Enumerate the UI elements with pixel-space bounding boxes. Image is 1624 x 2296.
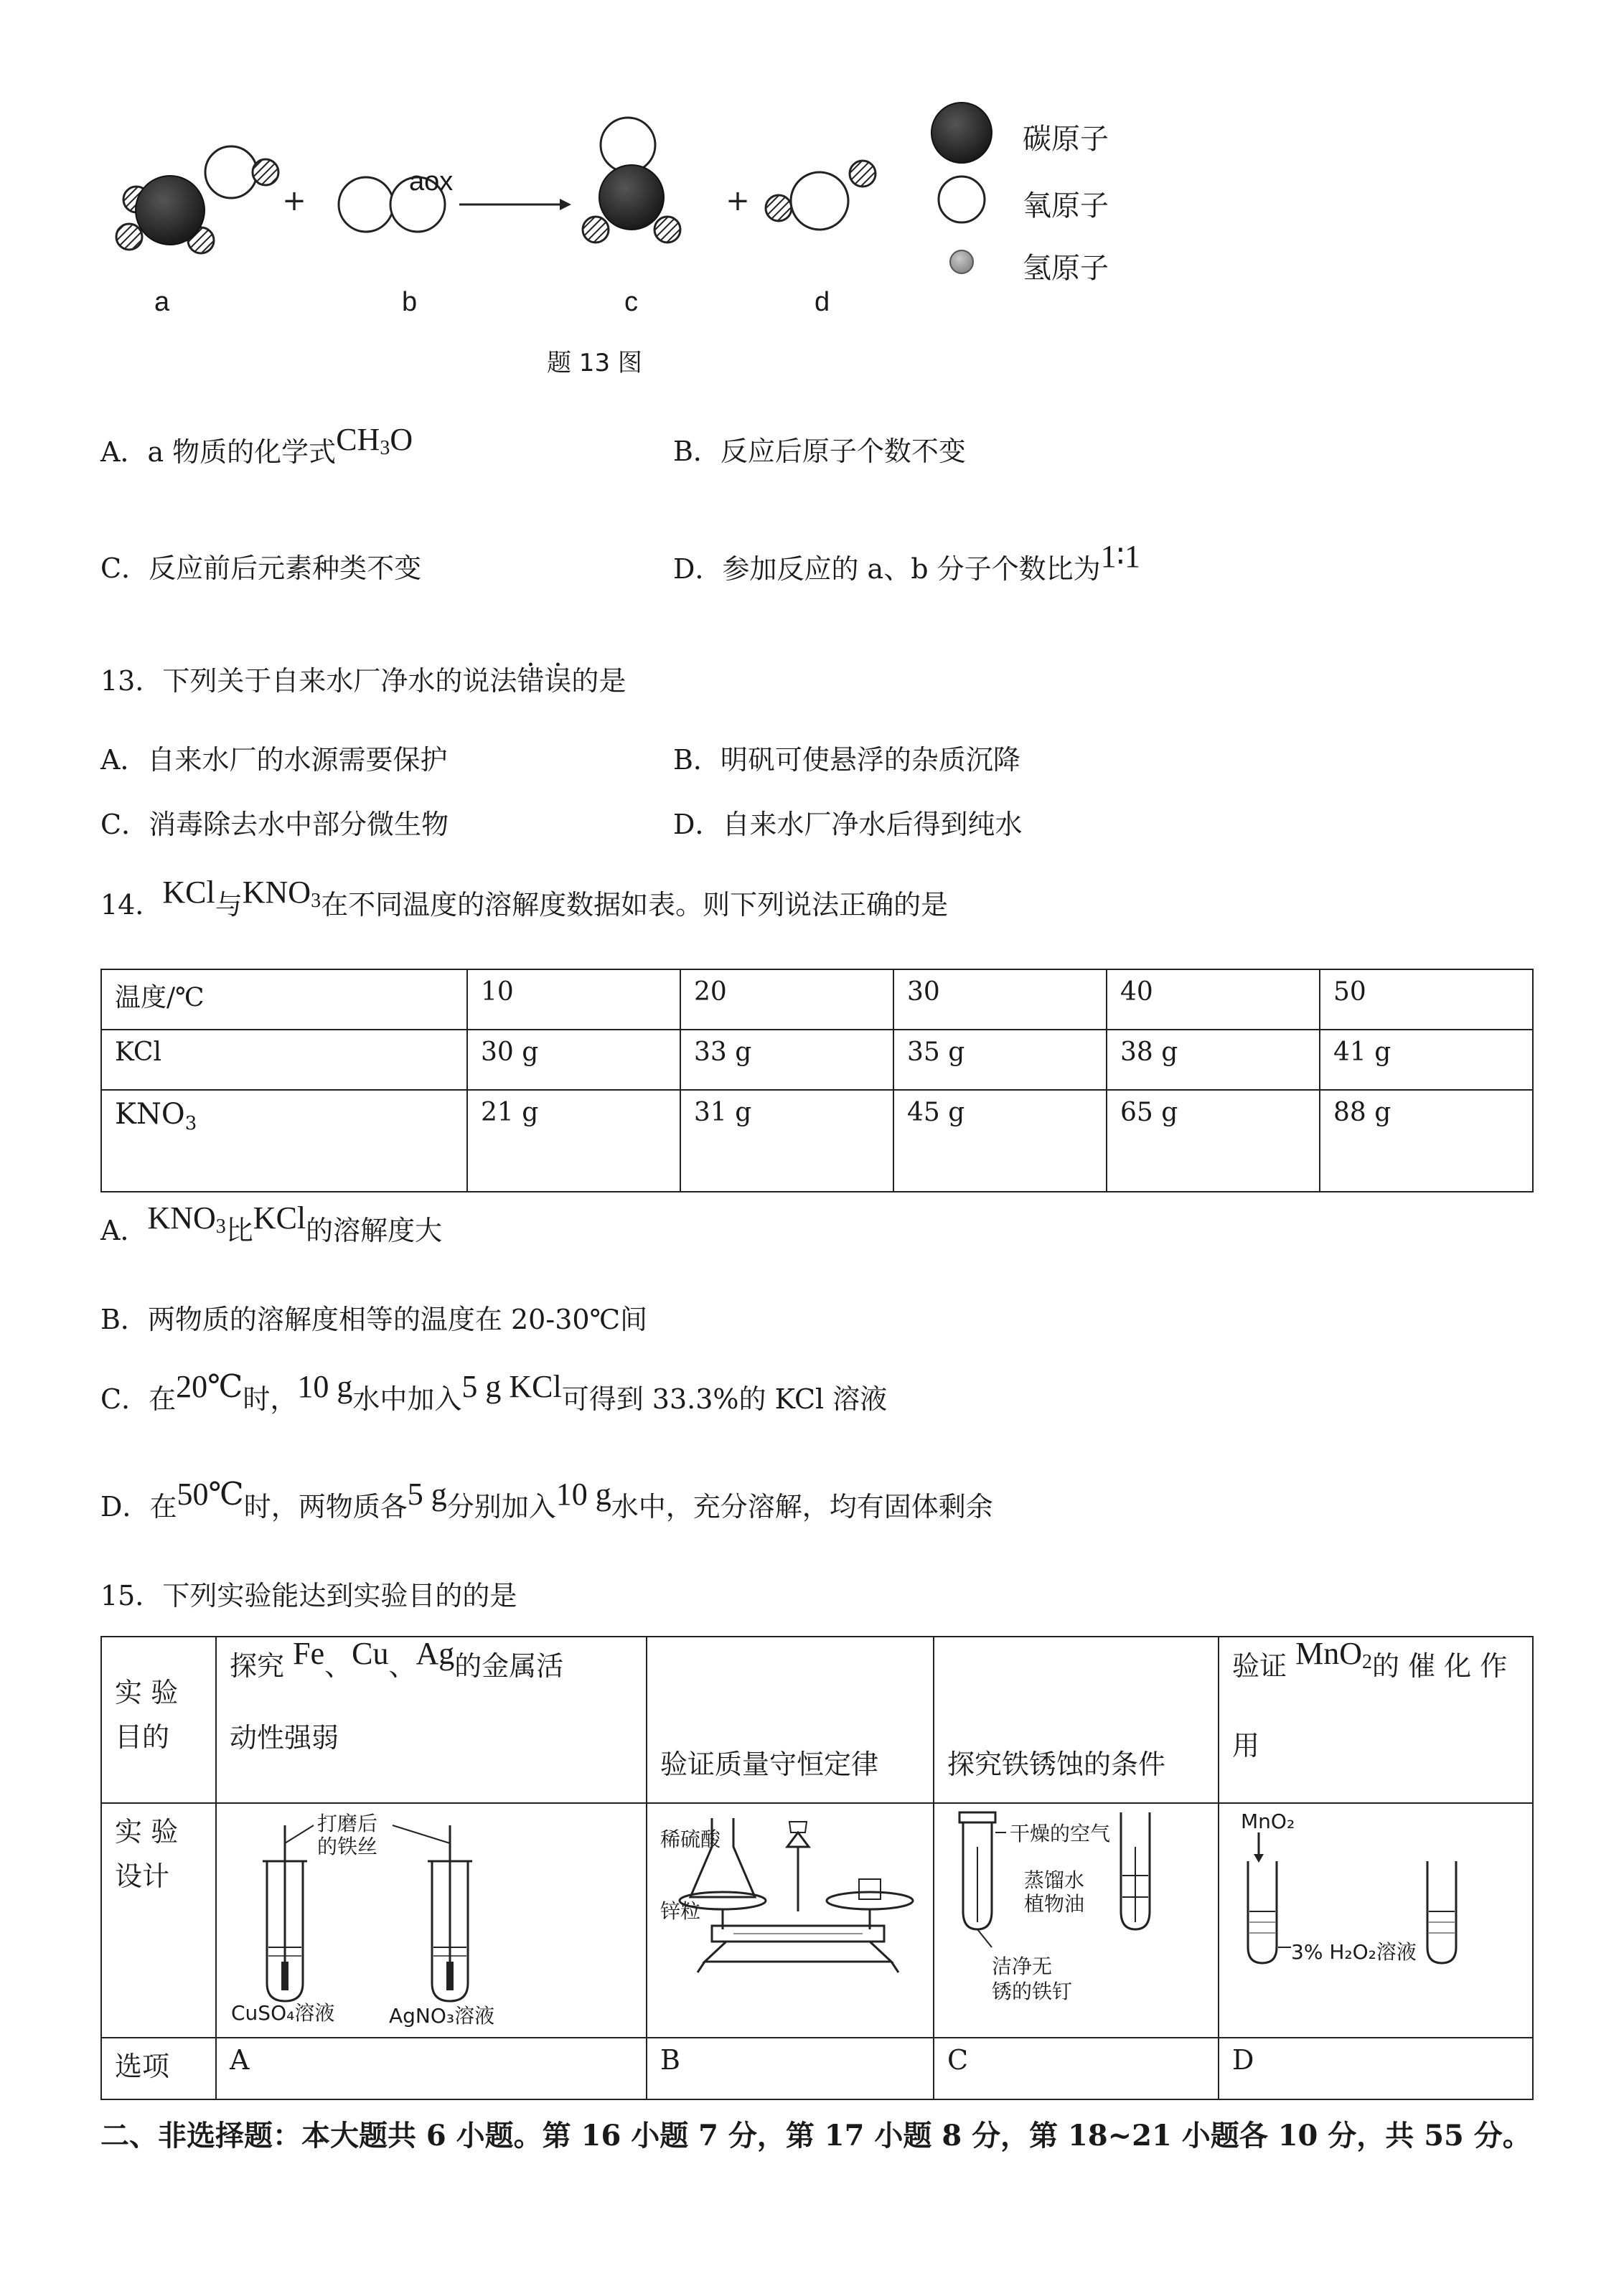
table-row [101, 2038, 1533, 2099]
table-header-cell: 20 [680, 969, 893, 1030]
design-mass-conservation [647, 1803, 934, 2038]
table-header-cell: 30 [893, 969, 1107, 1030]
table-row [101, 1637, 1533, 1803]
label-b: b [402, 287, 418, 317]
table-header-cell: 50 [1320, 969, 1533, 1030]
table-cell: 41 g [1320, 1030, 1533, 1090]
option-a: A [216, 2038, 647, 2099]
row-label-option: 选项 [101, 2038, 216, 2099]
label-clean-nail: 洁净无 [992, 1954, 1053, 1978]
table-row [101, 1030, 1533, 1090]
label-dilute-acid: 稀硫酸 [660, 1827, 721, 1851]
experiment-table [100, 1636, 1534, 2100]
q13-option-b: B．明矾可使悬浮的杂质沉降 [673, 744, 1020, 776]
option-d: D [1219, 2038, 1533, 2099]
label-a: a [154, 287, 170, 317]
molecule-d [766, 161, 876, 230]
label-dry-air: 干燥的空气 [1010, 1822, 1111, 1845]
q12-option-d: D．参加反应的 a、b 分子个数比为1∶1 [673, 539, 1141, 585]
table-cell: 65 g [1107, 1090, 1320, 1192]
table-row [101, 969, 1533, 1030]
legend-hydrogen: 氢原子 [1023, 252, 1109, 285]
label-c: c [624, 287, 638, 317]
q15-stem: 15．下列实验能达到实验目的的是 [100, 1580, 517, 1612]
legend-oxygen: 氧原子 [1023, 189, 1109, 222]
label-zinc: 锌粒 [660, 1899, 701, 1923]
emphasis-char: 误 [544, 665, 572, 697]
purpose-mno2-catalyst: 验证 MnO$_2$的 催 化 作 用 [1219, 1637, 1533, 1803]
legend [931, 103, 992, 273]
reaction-arrow [459, 199, 571, 210]
table-cell: 45 g [893, 1090, 1107, 1192]
q14-option-b: B．两物质的溶解度相等的温度在 20-30℃间 [100, 1304, 648, 1335]
q14-option-c: C．在20℃时，10 g水中加入5 g KCl可得到 33.3%的 KCl 溶液 [100, 1369, 888, 1415]
q12-option-a: A．a 物质的化学式$CH_3O$ [100, 422, 413, 468]
table-cell: 21 g [467, 1090, 680, 1192]
solubility-table [100, 969, 1534, 1192]
emphasis-char: 错 [517, 665, 545, 697]
row-label-kcl: KCl [101, 1030, 467, 1090]
row-label-design: 实 验 设计 [101, 1803, 216, 2038]
q13-stem: 13．下列关于自来水厂净水的说法错误的是 [100, 665, 626, 697]
figure-caption: 题 13 图 [547, 349, 642, 377]
label-clean-nail-2: 锈的铁钉 [992, 1980, 1073, 2003]
label-d: d [815, 287, 830, 317]
legend-carbon: 碳原子 [1023, 123, 1109, 156]
molecule-a [116, 146, 278, 253]
test-tubes-diagram [217, 1804, 644, 2031]
design-iron-rust [934, 1803, 1219, 2038]
q13-option-d: D．自来水厂净水后得到纯水 [673, 809, 1023, 840]
q13-option-c: C．消毒除去水中部分微生物 [100, 809, 449, 840]
row-label-purpose: 实 验 目的 [101, 1637, 216, 1803]
purpose-mass-conservation: 验证质量守恒定律 [647, 1637, 934, 1803]
table-header-cell: 40 [1107, 969, 1320, 1030]
label-h2o2: 3% H₂O₂溶液 [1291, 1940, 1417, 1964]
label-agno3: AgNO₃溶液 [389, 2004, 495, 2028]
table-header-cell: 10 [467, 969, 680, 1030]
catalyst-tubes-diagram [1219, 1804, 1531, 2031]
table-cell: 35 g [893, 1030, 1107, 1090]
svg-text:+: + [282, 184, 306, 217]
purpose-metal-activity: 探究 Fe、Cu、Ag的金属活 动性强弱 [216, 1637, 647, 1803]
arrow-label: aox [409, 166, 454, 197]
hydrogen-atom-icon [950, 250, 973, 273]
q14-option-d: D．在50℃时，两物质各5 g分别加入10 g水中，充分溶解，均有固体剩余 [100, 1477, 993, 1523]
label-mno2: MnO₂ [1241, 1810, 1295, 1833]
design-metal-activity [216, 1803, 647, 2038]
row-label-kno3: $KNO_3$ [101, 1090, 467, 1192]
oxygen-atom-icon [939, 177, 985, 222]
table-header-cell: 温度/℃ [101, 969, 467, 1030]
table-cell: 88 g [1320, 1090, 1533, 1192]
q12-option-b: B．反应后原子个数不变 [673, 436, 966, 467]
table-row [101, 1090, 1533, 1192]
table-row [101, 1803, 1533, 2038]
design-mno2-catalyst [1219, 1803, 1533, 2038]
label-cuso4: CuSO₄溶液 [231, 2001, 335, 2025]
table-cell: 30 g [467, 1030, 680, 1090]
carbon-atom-icon [931, 103, 992, 163]
molecule-c [583, 118, 680, 243]
q14-stem: 14．KCl与$KNO_3$在不同温度的溶解度数据如表。则下列说法正确的是 [100, 875, 949, 921]
option-c: C [934, 2038, 1219, 2099]
label-polished-wire: 打磨后 [317, 1812, 378, 1835]
table-cell: 38 g [1107, 1030, 1320, 1090]
table-cell: 33 g [680, 1030, 893, 1090]
q14-option-a: A．$KNO_3$比KCl的溶解度大 [100, 1200, 443, 1246]
label-polished-wire-2: 的铁丝 [317, 1835, 378, 1858]
table-cell: 31 g [680, 1090, 893, 1192]
q12-option-c: C．反应前后元素种类不变 [100, 552, 422, 584]
purpose-iron-rust: 探究铁锈蚀的条件 [934, 1637, 1219, 1803]
svg-text:+: + [726, 184, 750, 217]
label-plant-oil: 植物油 [1024, 1892, 1085, 1916]
option-b: B [647, 2038, 934, 2099]
label-distilled-water: 蒸馏水 [1024, 1868, 1085, 1892]
section-heading: 二、非选择题：本大题共 6 小题。第 16 小题 7 分，第 17 小题 8 分，第 18~21 小题各 10 分，共 55 分。 [100, 2119, 1531, 2152]
q13-option-a: A．自来水厂的水源需要保护 [100, 744, 448, 776]
